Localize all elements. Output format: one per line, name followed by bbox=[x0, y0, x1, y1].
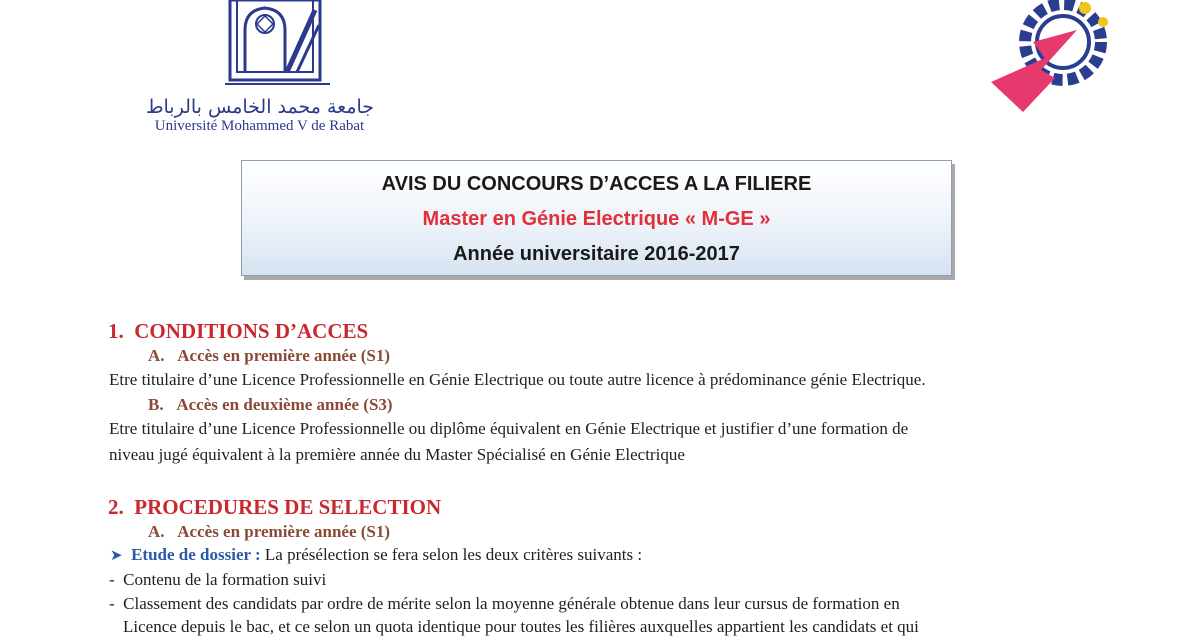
title-box bbox=[241, 160, 952, 276]
university-arabic-name: جامعة محمد الخامس بالرباط bbox=[145, 96, 375, 118]
section-1-text-b-line2: niveau jugé équivalent à la première année du Master Spécialisé en Génie Electrique bbox=[109, 445, 685, 464]
section-1-sub-b bbox=[148, 395, 393, 415]
academic-year: Année universitaire 2016-2017 bbox=[453, 243, 740, 265]
section-1-sub-a bbox=[148, 346, 390, 366]
section-1-heading bbox=[108, 319, 368, 344]
university-logo bbox=[205, 0, 365, 95]
section-2-sub-a bbox=[148, 522, 390, 542]
arrow-bullet-icon: ➤ bbox=[110, 546, 123, 564]
bullet-text: La présélection se fera selon les deux critères suivants : bbox=[260, 545, 643, 564]
criteria-item-2: - Classement des candidats par ordre de mérite selon la moyenne générale obtenue dans leur cursus de formation en bbox=[109, 594, 900, 613]
sub-b-label: Accès en deuxième année (S3) bbox=[176, 395, 393, 414]
dash-icon: - bbox=[109, 594, 115, 613]
selection-bullet bbox=[110, 545, 642, 565]
sub-a-label: Accès en première année (S1) bbox=[177, 522, 391, 541]
section-2-number: 2. bbox=[108, 495, 124, 519]
section-1-text-b-line1: Etre titulaire d’une Licence Professionnelle ou diplôme équivalent en Génie Electrique et justifier d’une formation de bbox=[109, 419, 909, 438]
sub-a-letter: A. bbox=[148, 522, 165, 541]
section-2-heading bbox=[108, 495, 441, 520]
faculty-logo bbox=[985, 0, 1115, 118]
section-1-number: 1. bbox=[108, 319, 124, 343]
sub-b-letter: B. bbox=[148, 395, 164, 414]
criteria-item-1: - Contenu de la formation suivi bbox=[109, 570, 327, 589]
sub-a-letter: A. bbox=[148, 346, 165, 365]
section-1-title: CONDITIONS D’ACCES bbox=[134, 319, 369, 343]
university-latin-name: Université Mohammed V de Rabat bbox=[154, 118, 365, 134]
section-1-text-a: Etre titulaire d’une Licence Professionnelle en Génie Electrique ou toute autre licence à prédominance génie Electrique. bbox=[109, 370, 926, 389]
criteria-item-2-continued: Licence depuis le bac, et ce selon un quota identique pour toutes les filières auxquelles appartient les candidats et qui bbox=[123, 617, 919, 636]
notice-title: AVIS DU CONCOURS D’ACCES A LA FILIERE bbox=[381, 173, 812, 195]
dash-icon: - bbox=[109, 570, 115, 589]
section-2-title: PROCEDURES DE SELECTION bbox=[134, 495, 442, 519]
sub-a-label: Accès en première année (S1) bbox=[177, 346, 391, 365]
master-name: Master en Génie Electrique « M-GE » bbox=[422, 208, 771, 230]
bullet-label: Etude de dossier : bbox=[131, 545, 261, 564]
